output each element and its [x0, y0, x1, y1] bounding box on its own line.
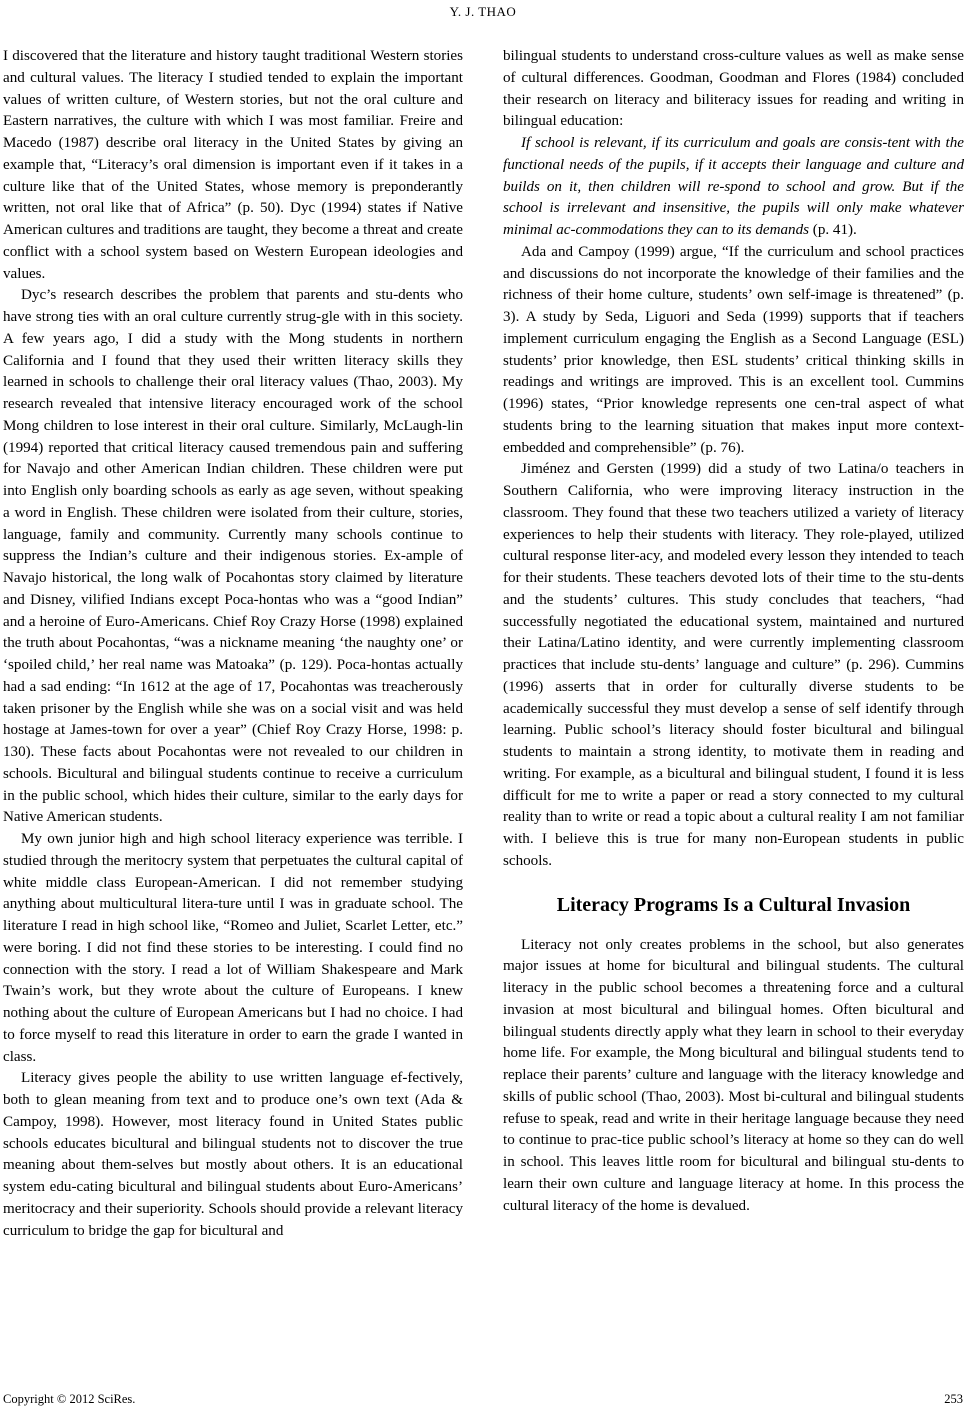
running-head: Y. J. THAO: [449, 4, 517, 19]
section-heading: Literacy Programs Is a Cultural Invasion: [556, 893, 911, 916]
left-column: [3, 46, 463, 1242]
block-quote: [503, 133, 964, 242]
paragraph: Ada and Campoy (1999) argue, “If the curriculum and school practices and discussions do not incorporate the knowledge of their families and the richness of their home culture, students’ own self-image is threatened” (p. 3). A study by Seda, Liguori and Seda (1999) supports that if teachers implement curriculum engaging the English as a Second Language (ESL) students’ prior knowledge, then ESL students’ critical thinking skills in readings and writings are improved. This is an excellent tool. Cummins (1996) states, “Prior knowledge represents one cen-tral aspect of what students bring to the learning situation that makes input more context-embedded and comprehensible” (p. 76).: [503, 243, 964, 456]
paragraph: I discovered that the literature and history taught traditional Western stories and cultural values. The literacy I studied tended to explain the important values of written culture, of Western stories, but not the oral culture and Eastern narratives, the culture with which I was most familiar. Freire and Macedo (1987) describe oral literacy in the United States by giving an example that, “Literacy’s oral dimension is important even if it takes in a culture like that of the United States, whose memory is preponderantly written, not oral like that of Africa” (p. 50). Dyc (1994) states if Native American cultures and traditions are taught, they become a threat and create conflict with a school system based on Western European ideologies and values.: [3, 48, 463, 282]
paragraph: Literacy gives people the ability to use written language ef-fectively, both to glean meaning from text and to produce one’s own text (Ada & Campoy, 1998). However, most literacy found in United States public schools educates bicultural and bilingual students not to discover the true meaning about them-selves but mostly about others. It is an educational system edu-cating bicultural and bilingual students about Euro-Americans’ meritocracy and their superiority. Schools should provide a relevant literacy curriculum to bridge the gap for bicultural and: [3, 1070, 463, 1239]
paragraph: Jiménez and Gersten (1999) did a study of two Latina/o teachers in Southern California, who were improving literacy instruction in the classroom. They found that these two teachers utilized a variety of literacy experiences to help their students with literacy. They role-played, utilized cultural response liter-acy, and modeled every lesson they intended to teach for their students. These teachers devoted lots of their time to the stu-dents and the students’ cultures. This study concludes that teachers, “had successfully negotiated the educational system, maintained and nurtured their Latina/Latino identity, and were currently implementing classroom practices that include stu-dents’ language and culture” (p. 296). Cummins (1996) asserts that in order for culturally diverse students to be academically successful they must develop a sense of self identify through learning. Public school’s literacy should foster bicultural and bilingual students to maintain a strong identity, to motivate them in reading and writing. For example, as a bicultural and bilingual student, I found it is less difficult for me to write a paper or read a story connected to my cultural reality than to write or read a topic about a cultural reality I am not familiar with. I believe this is true for many non-European students in public schools.: [503, 461, 964, 869]
paragraph: bilingual students to understand cross-culture values as well as make sense of cultural differences. Goodman, Goodman and Flores (1984) concluded their research on literacy and biliteracy issues for reading and writing in bilingual education:: [503, 48, 964, 130]
page-number: 253: [944, 1392, 963, 1406]
block-quote-citation: (p. 41).: [809, 222, 857, 238]
paragraph: Literacy not only creates problems in the school, but also generates major issues at home for bicultural and bilingual students. The cultural literacy in the public school becomes a threatening force and a cultural invasion at most bicultural and bilingual homes. Often bicultural and bilingual students directly apply what they learn in school to their everyday home life. For example, the Mong bicultural and bilingual students tend to replace their parents’ culture and language with the literacy knowledge and skills of public school (Thao, 2003). Most bi-cultural and bilingual students refuse to speak, read and write in their heritage language because they need to continue to prac-tice public school’s literacy at home so they can do well in school. This leaves little room for bicultural and bilingual stu-dents to learn their own culture and language literacy at home. In this process the cultural literacy of the home is devalued.: [503, 936, 964, 1214]
paragraph: Dyc’s research describes the problem that parents and stu-dents who have strong ties with an oral culture currently strug-gle with in this society. A few years ago, I did a study with the Mong students in northern California and I found that they used their written literacy skills they learned in schools to challenge their oral literacy values (Thao, 2003). My research revealed that intensive literacy encouraged work of the school Mong children to lose interest in their oral culture. Similarly, McLaugh-lin (1994) reported that critical literacy caused tremendous pain and suffering for Navajo and other American Indian children. These children were put into English only boarding schools as early as age seven, without speaking a word in English. These children were isolated from their culture, stories, language, family and community. Currently many schools continue to suppress the Indian’s culture and their indigenous stories. Ex-ample of Navajo historical, the long walk of Pocahontas story claimed by literature and Disney, vilified Indians except Poca-hontas who was a “good Indian” and a heroine of Euro-Americans. Chief Roy Crazy Horse (1998) explained the truth about Pocahontas, “was a nickname meaning ‘the naughty one’ or ‘spoiled child,’ her real name was Matoaka” (p. 129). Poca-hontas actually had a sad ending: “In 1612 at the age of 17, Pocahontas was treacherously taken prisoner by the English while she was on a social visit and was held hostage at James-town for over a year” (Chief Roy Crazy Horse, 1998: p. 130). These facts about Pocahontas were not revealed to our children in schools. Bicultural and bilingual students continue to receive a curriculum in the public school, which hides their culture, similar to the early days for Native American students.: [3, 287, 463, 826]
copyright-notice: Copyright © 2012 SciRes.: [3, 1392, 136, 1406]
paragraph: My own junior high and high school literacy experience was terrible. I studied through the meritocry system that perpetuates the cultural capital of white middle class European-American. I did not remember studying anything about multicultural litera-ture until I was in graduate school. The literature I read in high school like, “Romeo and Juliet, Scarlet Letter, etc.” were boring. I did not find these stories to be interesting. I could find no connection with the story. I read a lot of William Shakespeare and Mark Twain’s work, but they wrote about the culture of Europeans. I knew nothing about the culture of European Americans but I had no choice. I had to force myself to read this literature in order to earn the grade I wanted in class.: [3, 831, 463, 1065]
right-column: [503, 46, 964, 1217]
block-quote-text: If school is relevant, if its curriculum and goals are consis-tent with the functional needs of the pupils, if it accepts their language and culture and builds on it, then children will re-spond to school and grow. But if the school is irrelevant and insensitive, the pupils will only make whatever minimal ac-commodations they can to its demands: [503, 135, 964, 238]
page-footer: [3, 1392, 963, 1407]
